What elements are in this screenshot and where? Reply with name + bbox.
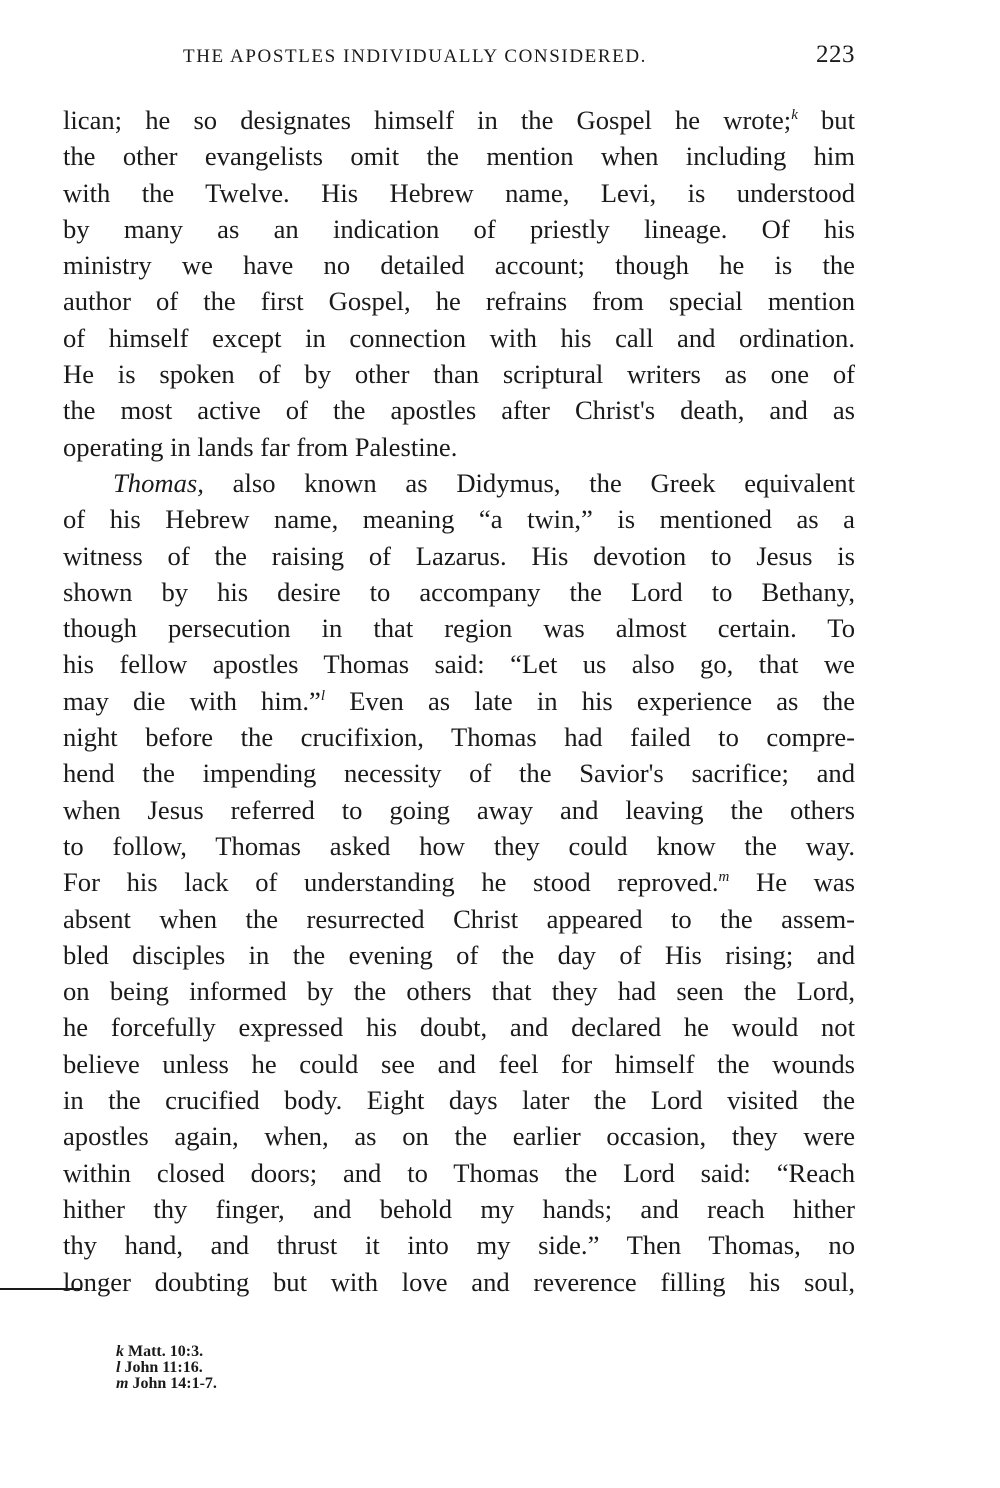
text-line: shown by his desire to accompany the Lord to Bethany,: [63, 576, 855, 607]
text-line: on being informed by the others that they had seen the Lord,: [63, 976, 855, 1007]
running-title: THE APOSTLES INDIVIDUALLY CONSIDERED.: [183, 46, 648, 67]
text-line: For his lack of understanding he stood reproved.$^m$ He was: [63, 867, 856, 898]
text-line: of himself except in connection with his call and ordination.: [63, 322, 855, 353]
footnote-ref-l: l: [320, 687, 326, 704]
text-line: with the Twelve. His Hebrew name, Levi, is understood: [63, 177, 855, 208]
text-line: bled disciples in the evening of the day of His rising; and: [63, 939, 855, 970]
footnotes: [116, 1344, 217, 1392]
text-line: his fellow apostles Thomas said: “Let us also go, that we: [63, 649, 855, 680]
footnote-ref-m: m: [718, 869, 730, 886]
text-line: Thomas, also known as Didymus, the Greek equivalent: [113, 467, 855, 498]
body-text: [63, 102, 855, 1300]
text-line: operating in lands far from Palestine.: [63, 431, 458, 462]
text-line: though persecution in that region was almost certain. To: [63, 613, 855, 644]
text-line: the other evangelists omit the mention when including him: [63, 141, 855, 172]
text-line: He is spoken of by other than scriptural writers as one of: [63, 359, 855, 390]
text-line: hend the impending necessity of the Savior's sacrifice; and: [63, 758, 855, 789]
text-line: longer doubting but with love and reverence filling his soul,: [63, 1266, 855, 1297]
footnote-rule: [0, 1288, 82, 1290]
page-number: 223: [816, 41, 855, 68]
text-line: absent when the resurrected Christ appeared to the assem-: [63, 903, 855, 934]
text-line: may die with him.”$^l$ Even as late in his experience as the: [63, 685, 855, 716]
text-line: of his Hebrew name, meaning “a twin,” is mentioned as a: [63, 504, 855, 535]
text-line: within closed doors; and to Thomas the Lord said: “Reach: [63, 1157, 855, 1188]
text-line: hither thy finger, and behold my hands; and reach hither: [63, 1193, 855, 1224]
paragraph-matthew: [63, 102, 855, 465]
text-line: by many as an indication of priestly lineage. Of his: [63, 213, 855, 244]
text-line: believe unless he could see and feel for himself the wounds: [63, 1048, 855, 1079]
apostle-name: Thomas,: [113, 467, 204, 498]
footnote-k: k Matt. 10:3.: [116, 1343, 204, 1360]
footnote-ref-k: k: [791, 107, 798, 123]
paragraph-thomas: [63, 465, 855, 1300]
text-line: witness of the raising of Lazarus. His devotion to Jesus is: [63, 540, 855, 571]
book-page: [63, 38, 855, 1300]
footnote-m: m John 14:1-7.: [116, 1375, 217, 1392]
text-line: in the crucified body. Eight days later the Lord visited the: [63, 1085, 855, 1116]
text-line: the most active of the apostles after Christ's death, and as: [63, 395, 855, 426]
running-header: [63, 38, 855, 82]
footnote-l: l John 11:16.: [116, 1359, 203, 1376]
text-line: lican; he so designates himself in the Gospel he wrote;$^k$ but: [63, 105, 855, 135]
text-line: night before the crucifixion, Thomas had failed to compre-: [63, 722, 855, 753]
text-line: thy hand, and thrust it into my side.” Then Thomas, no: [63, 1230, 855, 1261]
text-line: author of the first Gospel, he refrains from special mention: [63, 286, 855, 317]
text-line: when Jesus referred to going away and leaving the others: [63, 794, 855, 825]
text-line: apostles again, when, as on the earlier occasion, they were: [63, 1121, 855, 1152]
text-line: he forcefully expressed his doubt, and declared he would not: [63, 1012, 855, 1043]
text-line: to follow, Thomas asked how they could know the way.: [63, 830, 855, 861]
text-line: ministry we have no detailed account; though he is the: [63, 250, 855, 281]
